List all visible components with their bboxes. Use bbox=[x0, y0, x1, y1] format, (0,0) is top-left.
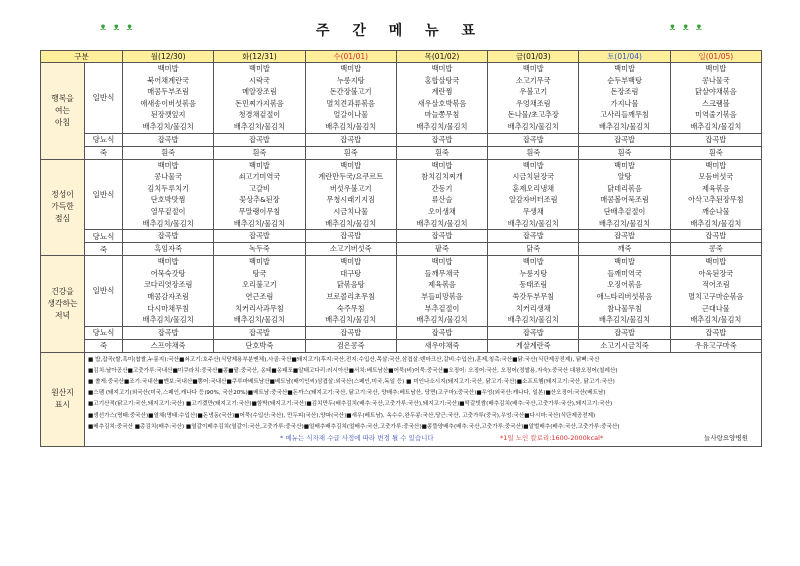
menu-change-note: * 메뉴는 식자재 수급 사정에 따라 변경 될 수 있습니다 bbox=[280, 434, 434, 442]
menu-item: 고사리들깨무침 bbox=[600, 110, 649, 120]
weekly-menu-table bbox=[40, 50, 762, 447]
menu-item: 돈민찌가지볶음 bbox=[235, 98, 284, 108]
diabetic-menu-cell: 잡곡밥 bbox=[396, 133, 487, 146]
menu-item: 북어채계란국 bbox=[147, 75, 189, 85]
diabetic-menu-cell: 잡곡밥 bbox=[488, 230, 579, 243]
diabetic-menu-cell: 잡곡밥 bbox=[670, 133, 761, 146]
porridge-menu-cell: 깨죽 bbox=[579, 243, 670, 256]
menu-item: 매콤두부조림 bbox=[147, 87, 189, 97]
general-menu-cell bbox=[670, 256, 761, 327]
menu-item: 시금치된장국 bbox=[512, 172, 555, 182]
general-diet-label: 일반식 bbox=[85, 159, 123, 230]
menu-item: 백미밥 bbox=[614, 64, 635, 73]
menu-item: 쇠고기미역국 bbox=[238, 172, 281, 182]
general-menu-cell bbox=[214, 159, 305, 230]
porridge-menu-cell: 새우야채죽 bbox=[396, 339, 487, 352]
menu-item: 치커리생채 bbox=[515, 303, 551, 313]
menu-item: 무청시래기지짐 bbox=[326, 195, 375, 205]
diabetic-menu-cell: 잡곡밥 bbox=[396, 230, 487, 243]
menu-item: 멸치고구마순볶음 bbox=[688, 291, 744, 301]
general-diet-label: 일반식 bbox=[85, 256, 123, 327]
porridge-diet-label: 죽 bbox=[85, 146, 123, 159]
menu-item: 배추김치/물김치 bbox=[507, 218, 559, 228]
menu-item: 꽃상추&된장 bbox=[239, 195, 280, 205]
menu-item: 소고기무국 bbox=[515, 75, 551, 85]
menu-item: 백미밥 bbox=[705, 64, 727, 73]
menu-item: 백미밥 bbox=[614, 257, 635, 267]
diabetic-diet-label: 당뇨식 bbox=[85, 326, 123, 339]
menu-item: 제육볶음 bbox=[701, 183, 730, 193]
menu-item: 무생채 bbox=[522, 206, 544, 216]
menu-item: 순두부백탕 bbox=[607, 75, 642, 85]
menu-item: 동태조림 bbox=[519, 280, 548, 290]
menu-item: 우엉채조림 bbox=[515, 98, 551, 108]
menu-item: 단호박맛찜 bbox=[150, 195, 186, 205]
menu-item: 브로콜리초무침 bbox=[326, 291, 375, 301]
dinner-general-row bbox=[41, 256, 762, 327]
diabetic-menu-cell: 잡곡밥 bbox=[123, 133, 214, 146]
meal-label-text: 건강을 생각하는 저녁 bbox=[47, 286, 78, 320]
menu-item: 시금치나물 bbox=[333, 206, 369, 216]
general-menu-cell bbox=[396, 159, 487, 230]
menu-item: 오징어볶음 bbox=[607, 280, 642, 290]
diabetic-diet-label: 당뇨식 bbox=[85, 133, 123, 146]
menu-item: 백미밥 bbox=[705, 160, 727, 170]
menu-item: 배추김치/물김치 bbox=[233, 315, 285, 325]
menu-item: 누룽지탕 bbox=[519, 268, 548, 278]
menu-item: 계란찜 bbox=[431, 87, 453, 97]
menu-item: 백미밥 bbox=[522, 257, 544, 267]
porridge-menu-cell: 단호박죽 bbox=[214, 339, 305, 352]
menu-item: 코다리엿장조림 bbox=[143, 280, 193, 290]
menu-item: 단배추겉절이 bbox=[603, 206, 646, 216]
porridge-menu-cell: 우유고구마죽 bbox=[670, 339, 761, 352]
menu-item: 매콤볼어묵조림 bbox=[600, 195, 649, 205]
menu-item: 배추김치/물김치 bbox=[142, 121, 194, 131]
breakfast-meal-label bbox=[41, 63, 85, 160]
origin-line: ■스팸 (돼지고기(외국산(미국,스페인,캐나다 등)90%, 국산20%)■베트남:중국산■돈까스(돼지고기:국산, 닭고기:국산, 양배추:베트남산, 당면(고구마):중국산)■우엉(외국산:캐나다, 일본)■산오징어:국산(베트남) bbox=[88, 390, 606, 397]
menu-item: 콩나물국 bbox=[701, 75, 730, 85]
menu-item: 백미밥 bbox=[614, 160, 635, 170]
day-header-thu: 목(01/02) bbox=[396, 51, 487, 63]
menu-item: 콩나물국 bbox=[154, 172, 183, 182]
porridge-menu-cell: 흑임자죽 bbox=[123, 243, 214, 256]
general-menu-cell bbox=[670, 63, 761, 134]
breakfast-diabetic-row bbox=[41, 133, 762, 146]
diabetic-menu-cell: 잡곡밥 bbox=[123, 230, 214, 243]
menu-item: 백미밥 bbox=[249, 160, 270, 170]
menu-item: 스크램블 bbox=[701, 98, 730, 108]
menu-item: 우불고기 bbox=[519, 87, 548, 97]
menu-item: 된장깻잎지 bbox=[150, 110, 186, 120]
menu-item: 계란만두국/요쿠르트 bbox=[318, 172, 384, 182]
menu-item: 버섯우불고기 bbox=[329, 183, 372, 193]
general-menu-cell bbox=[305, 256, 396, 327]
menu-item: 오리불고기 bbox=[242, 280, 277, 290]
menu-item: 홍합살탕국 bbox=[424, 75, 460, 85]
menu-item: 배추김치/물김치 bbox=[599, 121, 651, 131]
menu-item: 백미밥 bbox=[157, 257, 179, 267]
menu-item: 배추김치/물김치 bbox=[599, 218, 651, 228]
general-menu-cell bbox=[305, 63, 396, 134]
menu-item: 알감자버터조림 bbox=[508, 195, 558, 205]
menu-item: 가지나물 bbox=[610, 98, 639, 108]
menu-item: 숙주무침 bbox=[336, 303, 365, 313]
menu-item: 대구탕 bbox=[340, 268, 362, 278]
menu-item: 백미밥 bbox=[705, 257, 727, 267]
diabetic-menu-cell: 잡곡밥 bbox=[214, 230, 305, 243]
menu-item: 청경채겉절이 bbox=[238, 110, 281, 120]
menu-item: 배추김치/물김치 bbox=[325, 218, 377, 228]
meal-label-text: 행복을 여는 아침 bbox=[51, 93, 74, 127]
menu-item: 멸치견과류볶음 bbox=[326, 98, 375, 108]
breakfast-porridge-row bbox=[41, 146, 762, 159]
porridge-menu-cell: 닭죽 bbox=[488, 243, 579, 256]
footer bbox=[88, 433, 758, 444]
menu-item: 배추김치/물김치 bbox=[233, 121, 285, 131]
diabetic-menu-cell: 잡곡밥 bbox=[396, 326, 487, 339]
porridge-menu-cell: 흰죽 bbox=[579, 146, 670, 159]
menu-item: 모듬버섯국 bbox=[698, 172, 734, 182]
menu-item: 탕국 bbox=[252, 268, 267, 278]
menu-item: 적어조림 bbox=[701, 280, 730, 290]
page-title: 주 간 메 뉴 표 bbox=[315, 23, 485, 39]
general-menu-cell bbox=[579, 256, 670, 327]
lunch-general-row bbox=[41, 159, 762, 230]
porridge-diet-label: 죽 bbox=[85, 243, 123, 256]
diabetic-menu-cell: 잡곡밥 bbox=[305, 230, 396, 243]
diabetic-menu-cell: 잡곡밥 bbox=[305, 133, 396, 146]
menu-item: 백미밥 bbox=[431, 257, 453, 267]
menu-item: 미역줄기볶음 bbox=[695, 110, 737, 120]
menu-item: 김치두루치기 bbox=[147, 183, 189, 193]
menu-item: 오이생채 bbox=[428, 206, 456, 216]
menu-item: 치커리사과무침 bbox=[235, 303, 284, 313]
general-menu-cell bbox=[123, 159, 214, 230]
origin-row bbox=[41, 352, 762, 446]
origin-line: ■배추김치:중국산 ■총김치(배추:국산) ■열갈이배추김치(열갈이:국산,고춧가루:중국산)■얼배추배추김치(얼배추:국산,고춧가루:중국산)■콩뜰양배추(배추:국산,고춧가루:중국산)■알벌배추(배추:국산,고춧가루:중국산) bbox=[88, 423, 620, 430]
general-menu-cell bbox=[579, 63, 670, 134]
menu-item: 들깨미역국 bbox=[607, 268, 642, 278]
dinner-diabetic-row bbox=[41, 326, 762, 339]
menu-item: 류산슬 bbox=[431, 195, 453, 205]
general-menu-cell bbox=[123, 63, 214, 134]
menu-item: 무말랭이무침 bbox=[238, 206, 281, 216]
menu-item: 훈제오리냉채 bbox=[512, 183, 555, 193]
porridge-menu-cell: 콩죽 bbox=[670, 243, 761, 256]
menu-item: 참나물무침 bbox=[607, 303, 642, 313]
menu-item: 마늘쫑무침 bbox=[424, 110, 460, 120]
diabetic-menu-cell: 잡곡밥 bbox=[579, 230, 670, 243]
menu-item: 제육볶음 bbox=[428, 280, 456, 290]
porridge-menu-cell: 흰죽 bbox=[305, 146, 396, 159]
general-menu-cell bbox=[396, 63, 487, 134]
menu-item: 백미밥 bbox=[522, 64, 544, 73]
menu-item: 백미밥 bbox=[340, 257, 362, 267]
menu-item: 배추김치/물김치 bbox=[416, 315, 468, 325]
origin-line: ■ 밥,잡곡(쌀,흑미(찹쌀,누룽지):국산■쇠고기:호주산(식당제용부분맨체),사골:국산■돼지고기(후지:국산,전지:수입산,목살:국산,삼겹살:덴마크산,갈비:수입산),훈제,칭촉:국산■닭:국산(식단제공전제), 닭뼈:국산 bbox=[88, 356, 600, 363]
origin-info bbox=[85, 352, 762, 446]
diabetic-menu-cell: 잡곡밥 bbox=[579, 133, 670, 146]
origin-line: ■김치:날아공산■고춧가루:국내산■미쿠라치:중국산■콩■팥:중국산, 옹태■옹태포■알태고다리:러시아산■서치:베트남산■어묵(비)어묵:중국산■오징어: 오징어:국산, 오징어(정쌀용,자숙):중국산 대왕오징어(칠레산) bbox=[88, 367, 618, 374]
menu-item: 돈나물/초고추장 bbox=[507, 110, 559, 120]
menu-item: 깨순나물 bbox=[701, 206, 730, 216]
menu-item: 매콤감자조림 bbox=[147, 291, 189, 301]
menu-item: 알탕 bbox=[617, 172, 632, 182]
diabetic-diet-label: 당뇨식 bbox=[85, 230, 123, 243]
porridge-diet-label: 죽 bbox=[85, 339, 123, 352]
origin-line: ■고기산적(닭고기:국산,돼지고기:국산) ■고기겠만(돼지고기:국산)■함박(돼지고기:국산)■김치만두(배추김치(배추:국산,고춧가루:국산),돼지고기:국산)■떡갈빗쌈(배추김치(배추:국산,고춧가루:국산),돼지고기:국산) bbox=[88, 401, 613, 408]
menu-item: 새우살호박볶음 bbox=[417, 98, 467, 108]
general-menu-cell bbox=[670, 159, 761, 230]
menu-item: 누룽지탕 bbox=[336, 75, 365, 85]
menu-item: 들깨무채국 bbox=[424, 268, 460, 278]
diabetic-menu-cell: 잡곡밥 bbox=[305, 326, 396, 339]
porridge-menu-cell: 흰죽 bbox=[214, 146, 305, 159]
dinner-meal-label bbox=[41, 256, 85, 353]
porridge-menu-cell: 흰죽 bbox=[396, 146, 487, 159]
general-menu-cell bbox=[305, 159, 396, 230]
porridge-menu-cell: 녹두죽 bbox=[214, 243, 305, 256]
diabetic-menu-cell: 잡곡밥 bbox=[123, 326, 214, 339]
meal-label-text: 정성이 가득한 점심 bbox=[51, 190, 74, 224]
lunch-meal-label bbox=[41, 159, 85, 256]
day-header-sun: 일(01/05) bbox=[670, 51, 761, 63]
header-category: 구분 bbox=[41, 51, 123, 63]
porridge-menu-cell: 흰죽 bbox=[123, 146, 214, 159]
hospital-name: 늘사랑요양병원 bbox=[704, 434, 748, 442]
menu-item: 배추김치/물김치 bbox=[416, 218, 468, 228]
sprout-decoration-right: ᴥ ᴥ ᴥ bbox=[669, 22, 704, 33]
menu-item: 백미밥 bbox=[431, 64, 453, 73]
menu-item: 배추김치/물김치 bbox=[142, 315, 194, 325]
menu-item: 백미밥 bbox=[249, 257, 270, 267]
menu-item: 시락국 bbox=[249, 75, 270, 85]
menu-item: 애느타리버섯볶음 bbox=[596, 291, 653, 301]
menu-item: 어묵숙갓탕 bbox=[150, 268, 186, 278]
menu-item: 고갈비 bbox=[249, 183, 270, 193]
menu-item: 닭데리볶음 bbox=[607, 183, 642, 193]
porridge-menu-cell: 소고기버섯죽 bbox=[305, 243, 396, 256]
menu-item: 돈간장불고기 bbox=[329, 87, 372, 97]
diabetic-menu-cell: 잡곡밥 bbox=[670, 230, 761, 243]
porridge-menu-cell: 흰죽 bbox=[670, 146, 761, 159]
porridge-menu-cell: 흰죽 bbox=[488, 146, 579, 159]
day-header-fri: 금(01/03) bbox=[488, 51, 579, 63]
menu-item: 쑥갓두부무침 bbox=[512, 291, 555, 301]
header-row bbox=[41, 51, 762, 63]
sprout-decoration-left: ᴥ ᴥ ᴥ bbox=[100, 22, 135, 33]
diabetic-menu-cell: 잡곡밥 bbox=[488, 326, 579, 339]
menu-item: 배추김치/물김치 bbox=[325, 121, 377, 131]
calorie-note: *1일 노인 칼로리:1600-2000kcal* bbox=[500, 434, 604, 442]
menu-item: 얼갈이나물 bbox=[333, 110, 369, 120]
menu-item: 배추김치/물김치 bbox=[507, 121, 559, 131]
menu-item: 배추김치/물김치 bbox=[142, 218, 194, 228]
menu-item: 애새송이버섯볶음 bbox=[140, 98, 196, 108]
menu-item: 배추김치/물김치 bbox=[690, 121, 742, 131]
day-header-wed: 수(01/01) bbox=[305, 51, 396, 63]
general-menu-cell bbox=[214, 63, 305, 134]
breakfast-general-row bbox=[41, 63, 762, 134]
general-menu-cell bbox=[214, 256, 305, 327]
menu-item: 부들피망볶음 bbox=[421, 291, 463, 301]
menu-item: 백미밥 bbox=[157, 64, 179, 73]
dinner-porridge-row bbox=[41, 339, 762, 352]
menu-item: 배추김치/물김치 bbox=[233, 218, 285, 228]
general-menu-cell bbox=[488, 159, 579, 230]
diabetic-menu-cell: 잡곡밥 bbox=[579, 326, 670, 339]
menu-item: 돈장조림 bbox=[610, 87, 639, 97]
menu-item: 백미밥 bbox=[340, 64, 362, 73]
general-menu-cell bbox=[579, 159, 670, 230]
lunch-diabetic-row bbox=[41, 230, 762, 243]
diabetic-menu-cell: 잡곡밥 bbox=[670, 326, 761, 339]
menu-item: 근대나물 bbox=[701, 303, 730, 313]
porridge-menu-cell: 검은콩죽 bbox=[305, 339, 396, 352]
menu-item: 배추김치/물김치 bbox=[690, 218, 742, 228]
porridge-menu-cell: 게살계란죽 bbox=[488, 339, 579, 352]
menu-item: 백미밥 bbox=[431, 160, 453, 170]
menu-item: 배추김치/물김치 bbox=[416, 121, 468, 131]
menu-item: 백미밥 bbox=[340, 160, 362, 170]
general-diet-label: 일반식 bbox=[85, 63, 123, 134]
menu-item: 간동기 bbox=[431, 183, 453, 193]
menu-item: 배추김치/물김치 bbox=[325, 315, 377, 325]
diabetic-menu-cell: 잡곡밥 bbox=[488, 133, 579, 146]
general-menu-cell bbox=[488, 63, 579, 134]
day-header-sat: 토(01/04) bbox=[579, 51, 670, 63]
menu-item: 부추겉절이 bbox=[424, 303, 460, 313]
menu-item: 메알장조림 bbox=[242, 87, 277, 97]
menu-item: 배추김치/물김치 bbox=[599, 315, 651, 325]
menu-item: 연근조림 bbox=[245, 291, 274, 301]
origin-label bbox=[41, 352, 85, 446]
menu-item: 백미밥 bbox=[157, 160, 179, 170]
general-menu-cell bbox=[488, 256, 579, 327]
day-header-tue: 화(12/31) bbox=[214, 51, 305, 63]
porridge-menu-cell: 팥죽 bbox=[396, 243, 487, 256]
menu-item: 배추김치/물김치 bbox=[507, 315, 559, 325]
porridge-menu-cell: 스프야채죽 bbox=[123, 339, 214, 352]
diabetic-menu-cell: 잡곡밥 bbox=[214, 133, 305, 146]
menu-item: 닭볶음탕 bbox=[336, 280, 365, 290]
origin-label-text: 원산지 표시 bbox=[51, 388, 74, 410]
lunch-porridge-row bbox=[41, 243, 762, 256]
diabetic-menu-cell: 잡곡밥 bbox=[214, 326, 305, 339]
menu-item: 다시마채무침 bbox=[147, 303, 189, 313]
origin-line: ■생선가스(명태:중국산)■열체(명태:수입산)■돈냉동(국산)■어묵(수입산:국산), 만두피(국산),양파(국산)■새우(베트남), 옥수수,완두콩:국산,당근:국산, 고춧가루(중국),우엉:국산■다시마:국산(식단제공전제) bbox=[88, 412, 596, 419]
menu-item: 열무겉절이 bbox=[150, 206, 186, 216]
menu-item: 참치김치찌개 bbox=[421, 172, 463, 182]
origin-line: ■ 쏠게:중국산■조기:국내산■멘보:국내산■뽕어:국내산■쿠루마베트남산■베트남(배이인씨)삼겹살:외국산(스페인,미국,독일 등) ■ 미인나소시지(돼지고기:국산, 닭고기:국산)■소프트햄(돼지고기:국산, 닭고기:국산) bbox=[88, 379, 615, 386]
menu-item: 백미밥 bbox=[249, 64, 270, 73]
menu-item: 배추김치/물김치 bbox=[690, 315, 742, 325]
general-menu-cell bbox=[123, 256, 214, 327]
day-header-mon: 월(12/30) bbox=[123, 51, 214, 63]
menu-item: 아삭고추된장무침 bbox=[688, 195, 744, 205]
menu-item: 닭살야채볶음 bbox=[695, 87, 737, 97]
menu-item: 아욱된장국 bbox=[698, 268, 734, 278]
porridge-menu-cell: 소고기시금치죽 bbox=[579, 339, 670, 352]
general-menu-cell bbox=[396, 256, 487, 327]
menu-item: 백미밥 bbox=[522, 160, 544, 170]
